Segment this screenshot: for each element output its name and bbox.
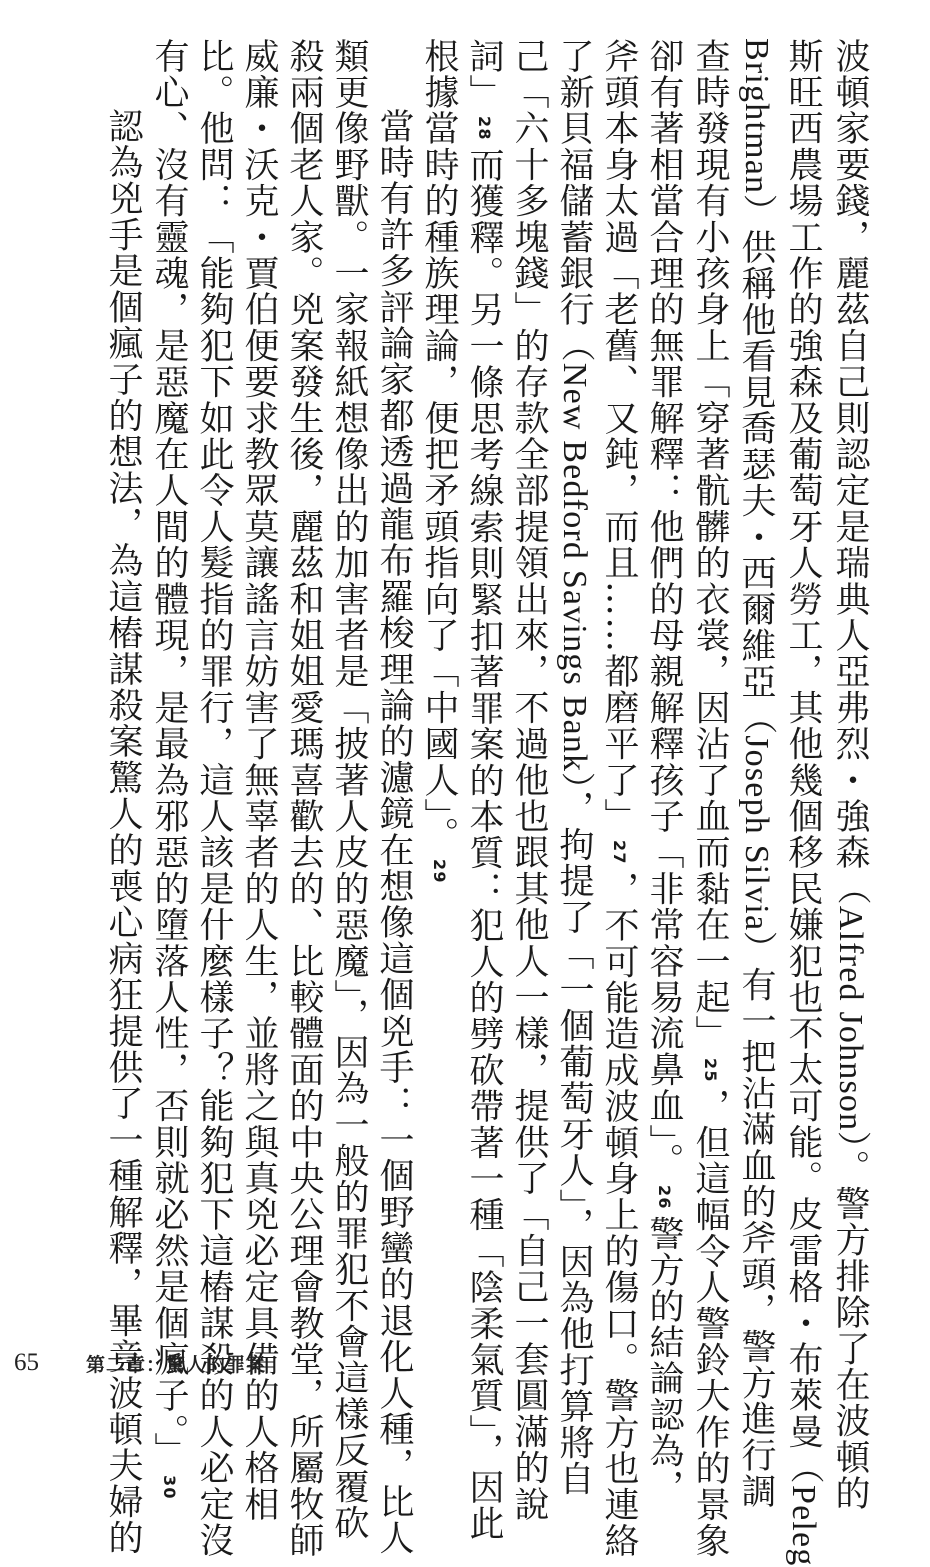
body-text: ，拘提了「一個葡萄牙人」，因為他打算將自 [554, 790, 594, 1497]
footnote-ref: 28 [475, 116, 494, 142]
text-column [780, 38, 826, 1567]
body-text: 有一把沾滿血的斧頭，警方進行調 [736, 966, 776, 1510]
body-text: ，不可能造成波頓身上的傷口。警方也連絡 [599, 871, 639, 1559]
body-text: 斯旺西農場工作的強森及葡萄牙人勞工，其他幾個移民嫌犯也不太可能。皮雷格・布萊曼 [783, 38, 823, 1450]
text-column [687, 38, 733, 1559]
latin-name: （Peleg [785, 1449, 822, 1567]
footnote-ref: 30 [160, 1474, 179, 1500]
latin-name: （Alfred Johnson） [832, 870, 869, 1150]
body-text: 查時發現有小孩身上「穿著骯髒的衣裳，因沾了血而黏在一起」 [690, 38, 730, 1052]
body-text: 殺兩個老人家。兇案發生後，麗茲和姐姐愛瑪喜歡去的、比較體面的中央公理會教堂，所屬牧師 [284, 38, 324, 1559]
body-text: 有心、沒有靈魂，是惡魔在人間的體現，是最為邪惡的墮落人性，否則就必然是個瘋子。」 [149, 38, 189, 1469]
text-column [551, 38, 597, 1497]
text-column [827, 38, 873, 1512]
footnote-ref: 26 [655, 1184, 674, 1210]
body-text: 。警方排除了在波頓的 [830, 1149, 870, 1512]
body-text: 詞」 [464, 38, 504, 111]
body-text: 斧頭本身太過「老舊、又鈍，而且……都磨平了」 [599, 38, 639, 835]
footnote-ref: 27 [610, 840, 629, 866]
body-text: 當時有許多評論家都透過龍布羅梭理論的濾鏡在想像這個兇手：一個野蠻的退化人種，比人 [374, 108, 414, 1556]
text-column [146, 38, 192, 1500]
text-column [596, 38, 642, 1559]
body-text: 比。他問：「能夠犯下如此令人髮指的罪行，這人該是什麼樣子？能夠犯下這樁謀殺的人必定沒 [194, 38, 234, 1559]
footnote-ref: 25 [701, 1057, 720, 1083]
text-column [733, 38, 779, 1510]
body-text: 卻有著相當合理的無罪解釋：他們的母親解釋孩子「非常容易流鼻血」。 [644, 38, 684, 1179]
chapter-title: 第二章：驚人的罪案 [86, 1353, 267, 1376]
body-text: 警方的結論認為， [644, 1215, 684, 1506]
text-column [461, 38, 507, 1542]
body-text: 認為兇手是個瘋子的想法，為這樁謀殺案驚人的喪心病狂提供了一種解釋，畢竟波頓夫婦的 [103, 108, 143, 1556]
page-number: 65 [14, 1349, 39, 1376]
text-column [371, 38, 417, 1556]
latin-name: Brightman） [738, 38, 775, 230]
text-column [191, 38, 237, 1559]
text-column [326, 38, 372, 1541]
body-text: 而獲釋。另一條思考線索則緊扣著罪案的本質：犯人的劈砍帶著一種「陰柔氣質」，因此 [464, 147, 504, 1542]
page-footer [14, 1345, 266, 1381]
body-text: 根據當時的種族理論，便把矛頭指向了「中國人」。 [419, 38, 459, 854]
body-text: 波頓家要錢，麗茲自己則認定是瑞典人亞弗烈・強森 [830, 38, 870, 871]
body-text: 供稱他看見喬瑟夫・西爾維亞 [736, 229, 776, 701]
latin-name: （Joseph Silvia） [738, 700, 775, 967]
footnote-ref: 29 [430, 859, 449, 884]
body-text: 己「六十多塊錢」的存款全部提領出來，不過他也跟其他人一樣，提供了「自己一套圓滿的說 [509, 38, 549, 1523]
body-text: 了新貝福儲蓄銀行 [554, 38, 594, 328]
text-column [416, 38, 462, 1258]
body-text: ，但這幅令人警鈴大作的景象 [690, 1088, 730, 1559]
text-column [641, 38, 687, 1506]
body-text: 類更像野獸。一家報紙想像出的加害者是「披著人皮的惡魔」，因為一般的罪犯不會這樣反覆砍 [329, 38, 369, 1541]
text-column [236, 38, 282, 1523]
text-column [281, 38, 327, 1559]
text-column [100, 38, 146, 1556]
latin-name: （New Bedford Savings Bank） [556, 327, 593, 791]
body-text: 威廉・沃克・賈伯便要求教眾莫讓謠言妨害了無辜者的人生，並將之與真兇必定具備的人格相 [239, 38, 279, 1523]
text-column [506, 38, 552, 1523]
